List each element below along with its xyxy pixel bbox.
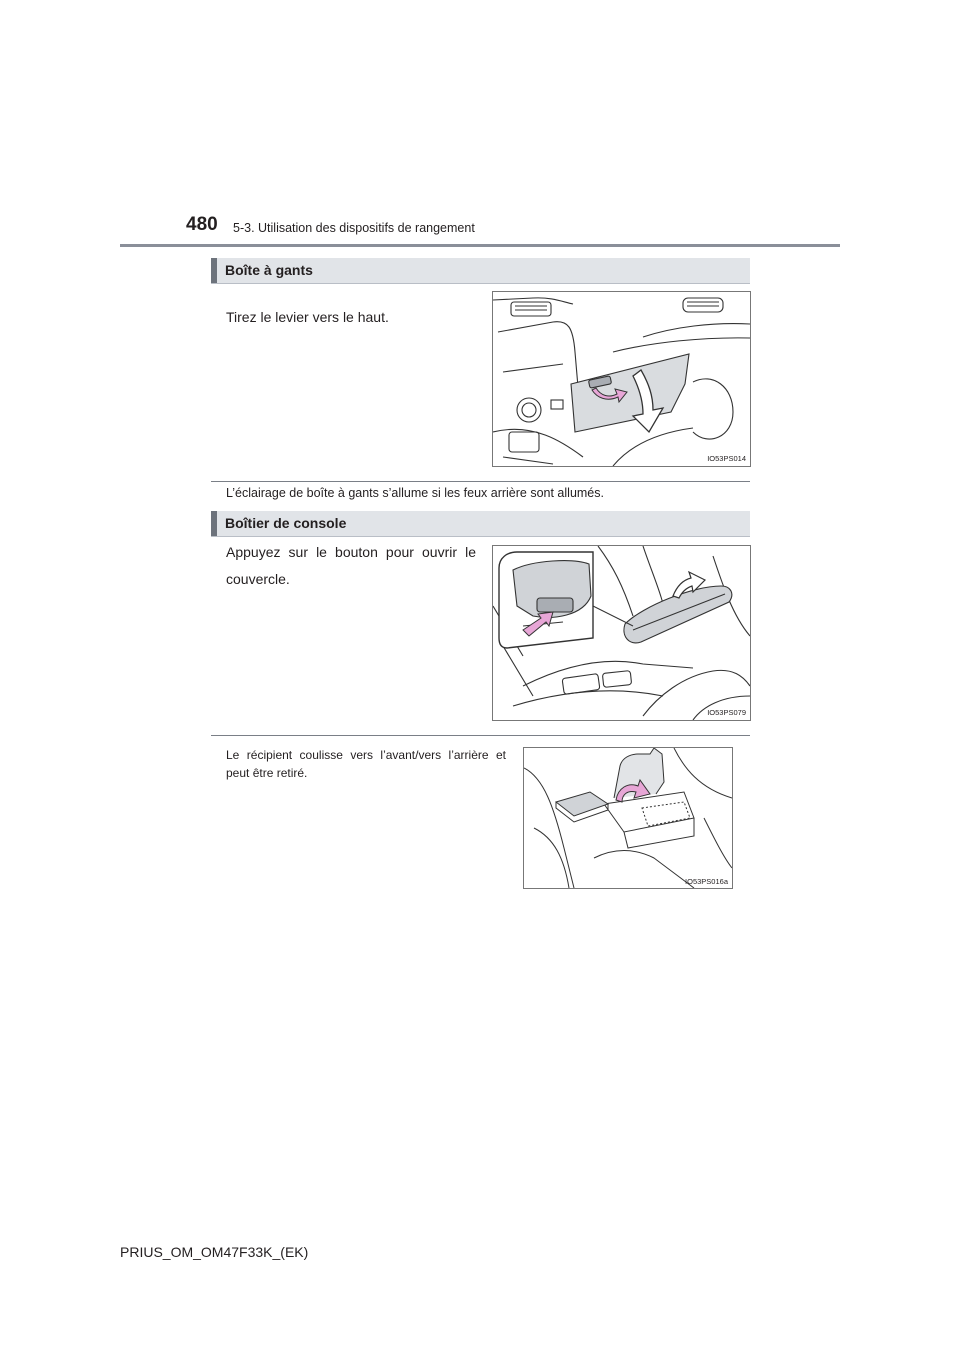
- section-heading-label: Boîte à gants: [225, 262, 313, 278]
- divider: [211, 481, 750, 482]
- section-accent: [211, 511, 217, 536]
- console-tray-illustration: [524, 748, 732, 888]
- section-accent: [211, 258, 217, 283]
- figure-code: IO53PS016a: [685, 877, 728, 886]
- console-box-instruction: Appuyez sur le bouton pour ouvrir le couvercle.: [226, 544, 476, 587]
- glove-box-illustration: [493, 292, 750, 466]
- figure-code: IO53PS079: [707, 708, 746, 717]
- section-heading-label: Boîtier de console: [225, 515, 347, 531]
- glove-box-note: L’éclairage de boîte à gants s’allume si les feux arrière sont allumés.: [226, 486, 604, 500]
- console-box-note: Le récipient coulisse vers l’avant/vers l’arrière et peut être retiré.: [226, 748, 506, 780]
- glove-box-figure: [492, 291, 751, 467]
- section-heading-console-box: [211, 511, 750, 537]
- document-id: PRIUS_OM_OM47F33K_(EK): [120, 1244, 309, 1260]
- console-box-illustration: [493, 546, 750, 720]
- console-tray-figure: [523, 747, 733, 889]
- console-box-figure: [492, 545, 751, 721]
- section-title: 5-3. Utilisation des dispositifs de rangement: [233, 221, 475, 235]
- section-heading-glove-box: [211, 258, 750, 284]
- divider: [211, 735, 750, 736]
- header-rule: [120, 244, 840, 247]
- page-number: 480: [186, 214, 218, 235]
- glove-box-instruction: Tirez le levier vers le haut.: [226, 309, 389, 325]
- figure-code: IO53PS014: [707, 454, 746, 463]
